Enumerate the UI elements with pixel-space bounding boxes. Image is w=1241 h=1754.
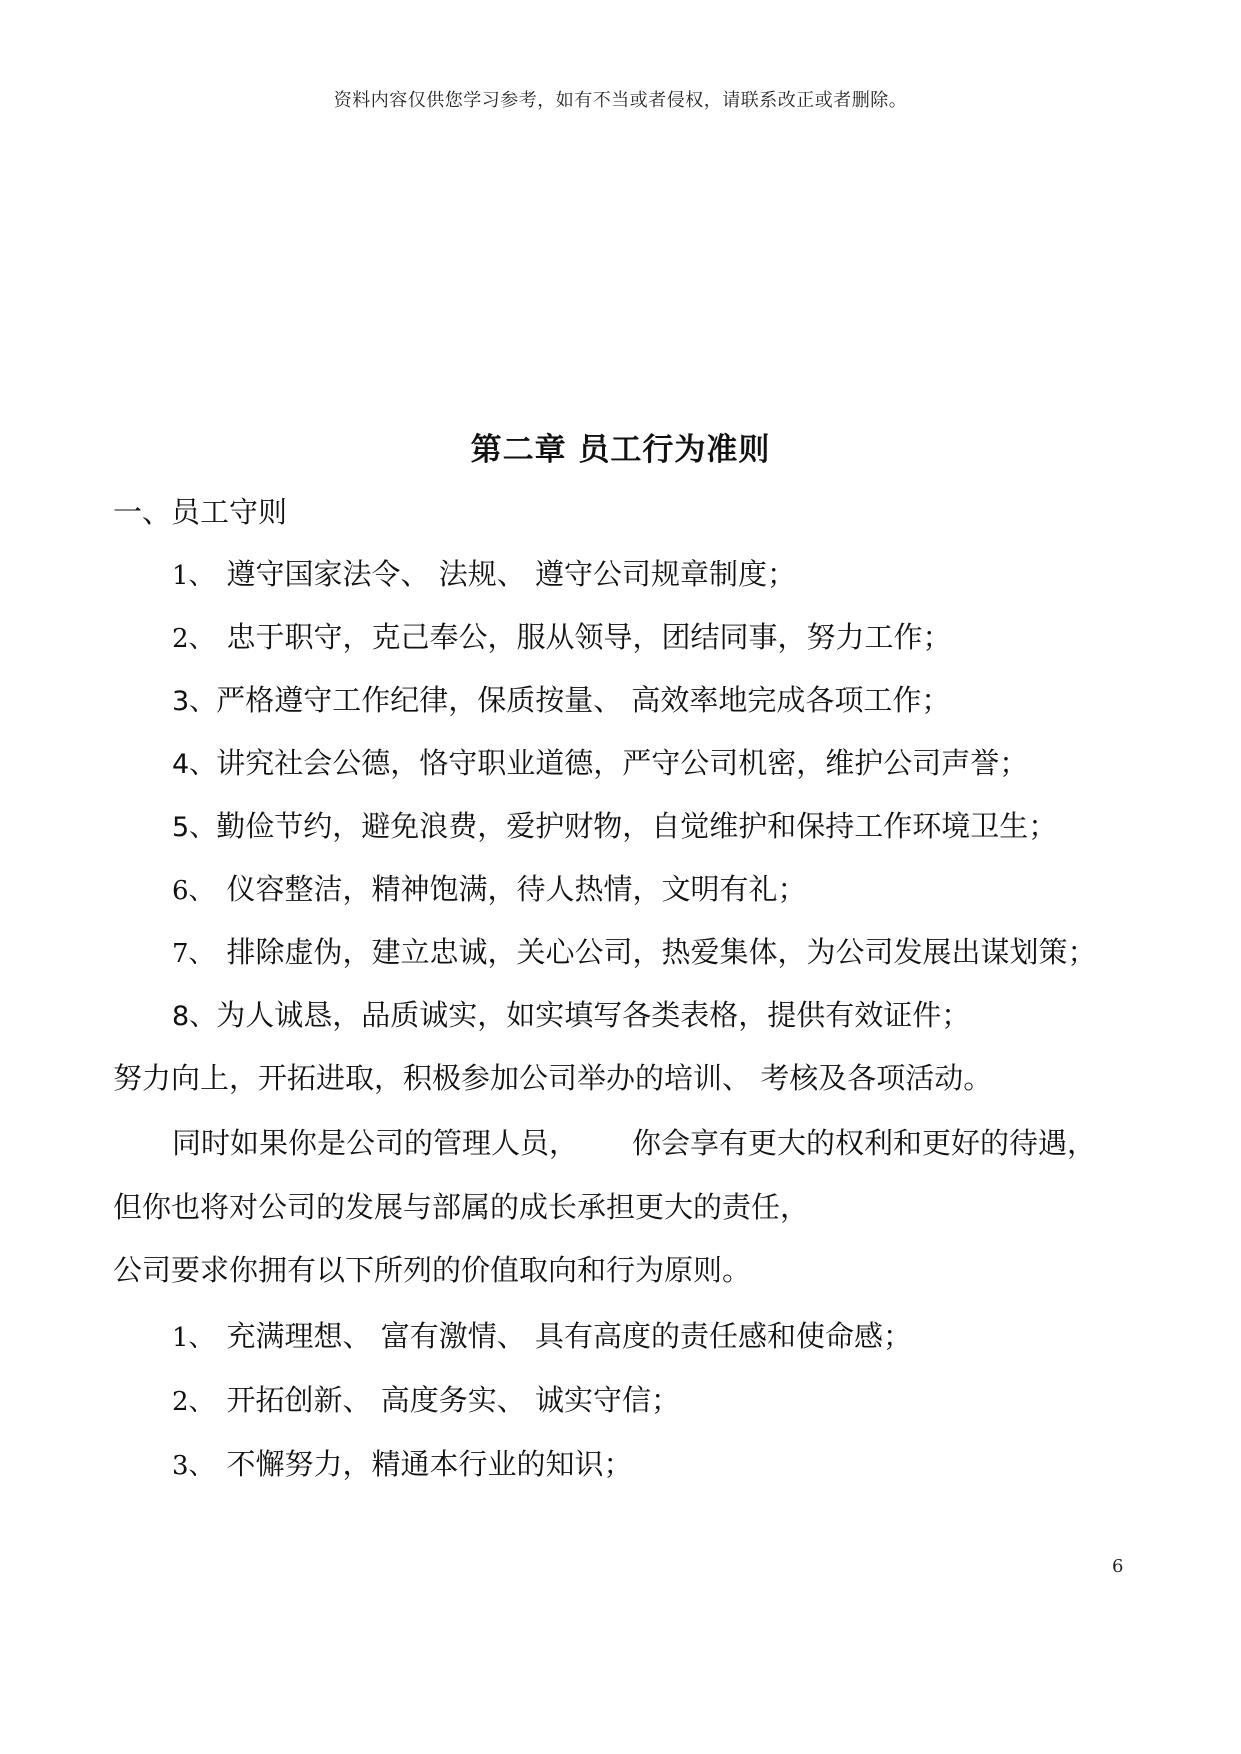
rule-item-3: [172, 680, 950, 722]
principle-text: 开拓创新、 高度务实、 诚实守信；: [226, 1383, 680, 1417]
rule-item-8: [172, 995, 970, 1037]
principle-text: 不懈努力，精通本行业的知识；: [226, 1447, 633, 1481]
rule-item-5: [172, 806, 1057, 848]
rule-item-9: 努力向上，开拓进取，积极参加公司举办的培训、 考核及各项活动。: [113, 1061, 993, 1095]
rule-item-4: [172, 743, 1028, 785]
rule-item-6: [172, 869, 807, 911]
manager-paragraph-line-1: [172, 1123, 1096, 1163]
chapter-title: 第二章 员工行为准则: [470, 432, 771, 468]
rule-number: 8、: [172, 1001, 217, 1032]
principle-item-2: [172, 1380, 680, 1422]
manager-paragraph-line-3: 公司要求你拥有以下所列的价值取向和行为原则。: [113, 1253, 752, 1287]
header-disclaimer: 资料内容仅供您学习参考，如有不当或者侵权，请联系改正或者删除。: [333, 90, 908, 111]
manager-paragraph-part-b: 你会享有更大的权利和更好的待遇，: [632, 1126, 1097, 1160]
rule-text: 为人诚恳，品质诚实，如实填写各类表格，提供有效证件；: [216, 998, 971, 1032]
page-number: 6: [1112, 1556, 1124, 1577]
principle-number: 1、: [172, 1323, 215, 1353]
rule-text: 严格遵守工作纪律，保质按量、 高效率地完成各项工作；: [216, 683, 951, 717]
principle-number: 2、: [172, 1387, 215, 1417]
rule-text: 仪容整洁，精神饱满，待人热情，文明有礼；: [226, 872, 807, 906]
rule-text: 排除虚伪，建立忠诚，关心公司，热爱集体，为公司发展出谋划策；: [226, 935, 1097, 969]
rule-number: 4、: [172, 749, 217, 780]
rule-number: 2、: [172, 624, 215, 654]
rule-number: 3、: [172, 686, 217, 717]
section-heading: 一、员工守则: [113, 495, 288, 529]
rule-number: 6、: [172, 876, 215, 906]
rule-number: 5、: [172, 812, 217, 843]
rule-item-7: [172, 932, 1097, 974]
principle-item-1: [172, 1316, 912, 1358]
rule-item-1: [172, 554, 796, 596]
rule-text: 勤俭节约，避免浪费，爱护财物，自觉维护和保持工作环境卫生；: [216, 809, 1058, 843]
principle-number: 3、: [172, 1451, 215, 1481]
rule-text: 讲究社会公德，恪守职业道德，严守公司机密，维护公司声誉；: [216, 746, 1029, 780]
principle-item-3: [172, 1444, 633, 1486]
rule-number: 1、: [172, 561, 215, 591]
rule-text: 忠于职守，克己奉公，服从领导，团结同事，努力工作；: [226, 620, 952, 654]
rule-item-2: [172, 617, 952, 659]
principle-text: 充满理想、 富有激情、 具有高度的责任感和使命感；: [226, 1319, 912, 1353]
manager-paragraph-part-a: 同时如果你是公司的管理人员，: [172, 1126, 579, 1160]
rule-number: 7、: [172, 939, 215, 969]
manager-paragraph-line-2: 但你也将对公司的发展与部属的成长承担更大的责任，: [113, 1190, 810, 1224]
rule-text: 遵守国家法令、 法规、 遵守公司规章制度；: [226, 557, 796, 591]
